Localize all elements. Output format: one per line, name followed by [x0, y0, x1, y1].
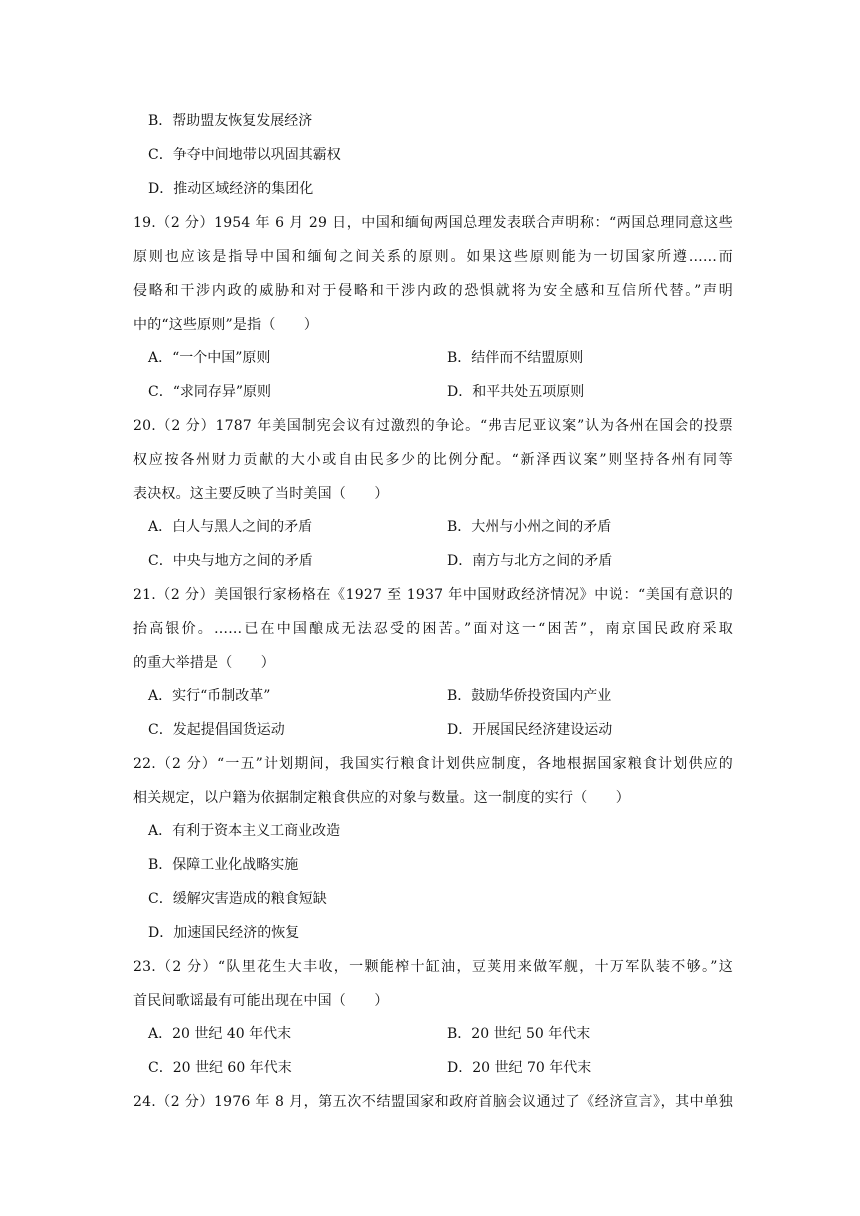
question-21-option-a: A．实行“币制改革”	[148, 688, 271, 704]
question-20-stem-line: 权应按各州财力贡献的大小或自由民多少的比例分配。“新泽西议案”则坚持各州有同等	[133, 452, 733, 468]
option-c: C．争夺中间地带以巩固其霸权	[148, 147, 341, 163]
question-21-option-d: D．开展国民经济建设运动	[447, 722, 613, 738]
question-20-stem-line: 表决权。这主要反映了当时美国（ ）	[133, 486, 389, 502]
question-21-option-c: C．发起提倡国货运动	[148, 722, 285, 738]
question-23-stem-line: 首民间歌谣最有可能出现在中国（ ）	[133, 993, 389, 1009]
question-19-option-d: D．和平共处五项原则	[447, 384, 585, 400]
option-d: D．推动区域经济的集团化	[148, 181, 314, 197]
question-19-stem-line: 中的“这些原则”是指（ ）	[133, 317, 319, 333]
question-24-stem-line: 24.（2 分）1976 年 8 月，第五次不结盟国家和政府首脑会议通过了《经济宣言》，其中单独	[133, 1094, 733, 1110]
question-20-option-d: D．南方与北方之间的矛盾	[447, 553, 613, 569]
question-23-option-a: A．20 世纪 40 年代末	[148, 1026, 292, 1042]
question-21-option-b: B．鼓励华侨投资国内产业	[447, 688, 612, 704]
question-20-option-c: C．中央与地方之间的矛盾	[148, 553, 313, 569]
question-22-stem-line: 相关规定，以户籍为依据制定粮食供应的对象与数量。这一制度的实行（ ）	[133, 790, 630, 806]
question-19-stem-line: 侵略和干涉内政的威胁和对于侵略和干涉内政的恐惧就将为安全感和互信所代替。”声明	[133, 283, 733, 299]
question-21-stem-line: 的重大举措是（ ）	[133, 655, 275, 671]
question-20-option-a: A．白人与黑人之间的矛盾	[148, 519, 313, 535]
question-22-option-a: A．有利于资本主义工商业改造	[148, 823, 341, 839]
question-19-stem-line: 19.（2 分）1954 年 6 月 29 日，中国和缅甸两国总理发表联合声明称：“两国总理同意这些	[133, 215, 733, 231]
question-22-option-c: C．缓解灾害造成的粮食短缺	[148, 891, 327, 907]
question-20-option-b: B．大州与小州之间的矛盾	[447, 519, 612, 535]
question-22-option-d: D．加速国民经济的恢复	[148, 925, 300, 941]
question-21-stem-line: 抬高银价。……已在中国酿成无法忍受的困苦。”面对这一“困苦”，南京国民政府采取	[133, 621, 733, 637]
option-b: B．帮助盟友恢复发展经济	[148, 113, 313, 129]
question-19-option-c: C．“求同存异”原则	[148, 384, 272, 400]
question-22-option-b: B．保障工业化战略实施	[148, 857, 299, 873]
question-21-stem-line: 21.（2 分）美国银行家杨格在《1927 至 1937 年中国财政经济情况》中说：“美国有意识的	[133, 587, 733, 603]
question-19-option-b: B．结伴而不结盟原则	[447, 350, 584, 366]
question-19-option-a: A．“一个中国”原则	[148, 350, 271, 366]
question-20-stem-line: 20.（2 分）1787 年美国制宪会议有过激烈的争论。“弗吉尼亚议案”认为各州在国会的投票	[133, 418, 733, 434]
question-23-option-d: D．20 世纪 70 年代末	[447, 1060, 592, 1076]
question-23-stem-line: 23.（2 分）“队里花生大丰收，一颗能榨十缸油，豆荚用来做军舰，十万军队装不够。”这	[133, 959, 733, 975]
question-23-option-b: B．20 世纪 50 年代末	[447, 1026, 591, 1042]
question-19-stem-line: 原则也应该是指导中国和缅甸之间关系的原则。如果这些原则能为一切国家所遵……而	[133, 249, 733, 265]
question-22-stem-line: 22.（2 分）“一五”计划期间，我国实行粮食计划供应制度，各地根据国家粮食计划供应的	[133, 756, 733, 772]
question-23-option-c: C．20 世纪 60 年代末	[148, 1060, 292, 1076]
